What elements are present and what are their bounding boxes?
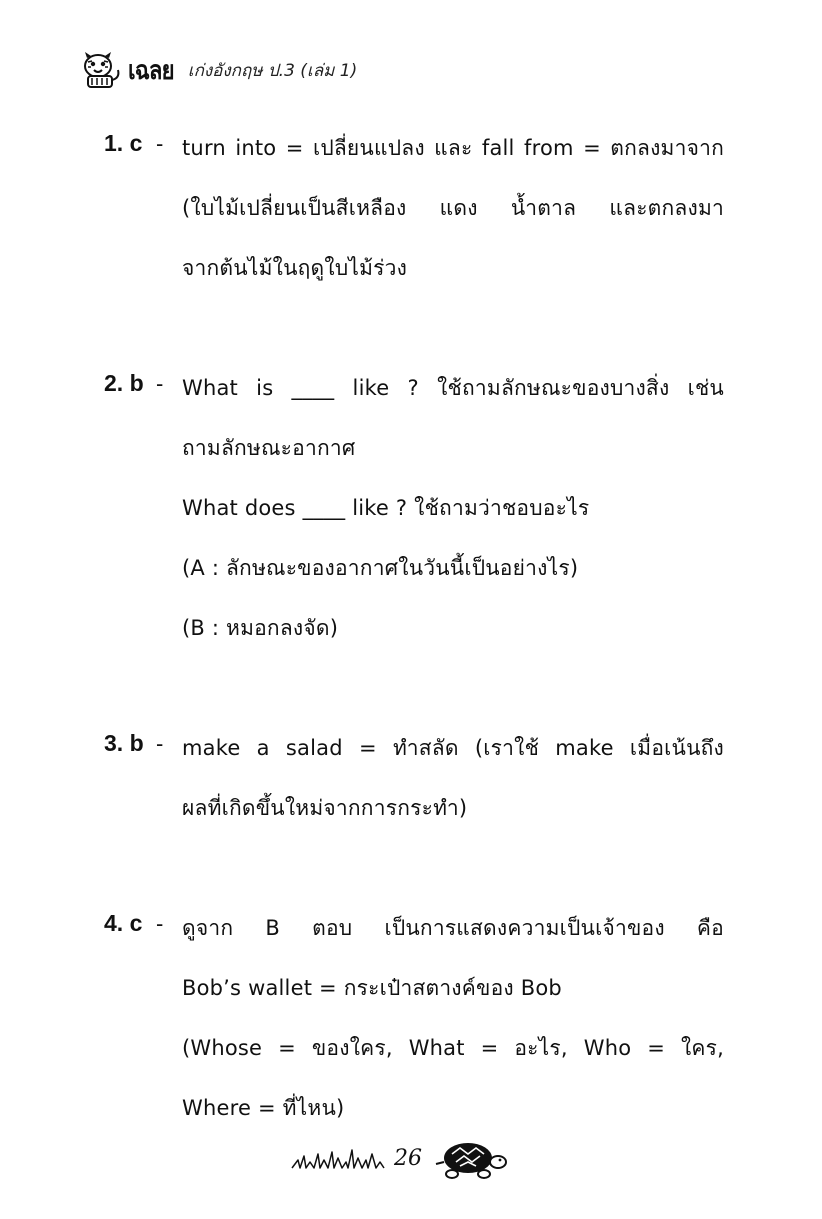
explanation-line: (B : หมอกลงจัด) xyxy=(182,616,339,640)
page-number: 26 xyxy=(394,1145,422,1171)
answer-item-4 xyxy=(104,898,724,1138)
answer-dash: - xyxy=(156,131,164,156)
book-title: เก่งอังกฤษ ป.3 (เล่ม 1) xyxy=(187,60,358,81)
answer-number: 1. c xyxy=(104,130,143,156)
answer-item-3 xyxy=(104,718,724,838)
page-footer xyxy=(290,1136,508,1180)
page-header xyxy=(78,48,357,92)
answer-number: 2. b xyxy=(104,370,144,396)
answer-dash: - xyxy=(156,911,164,936)
explanation-line: make a salad = ทำสลัด (เราใช้ make เมื่อเน้นถึง xyxy=(182,736,724,760)
logo xyxy=(78,50,182,91)
answer-head xyxy=(104,730,180,757)
logo-text: เฉลย xyxy=(128,55,174,86)
explanation-line: ดูจาก B ตอบ เป็นการแสดงความเป็นเจ้าของ คือ xyxy=(182,916,724,940)
explanation-line: What does ____ like ? ใช้ถามว่าชอบอะไร xyxy=(182,496,590,520)
explanation-line: What is ____ like ? ใช้ถามลักษณะของบางสิ่ง เช่น xyxy=(182,376,724,400)
answer-item-1 xyxy=(104,118,724,298)
answer-item-2 xyxy=(104,358,724,658)
explanation-line: ถามลักษณะอากาศ xyxy=(182,436,356,460)
answer-list xyxy=(104,118,724,1198)
explanation-line: (ใบไม้เปลี่ยนเป็นสีเหลือง แดง น้ำตาล และตกลงมา xyxy=(182,196,724,220)
tiger-mascot-icon xyxy=(78,50,124,90)
answer-number: 3. b xyxy=(104,730,144,756)
explanation-line: turn into = เปลี่ยนแปลง และ fall from = ตกลงมาจาก xyxy=(182,136,724,160)
explanation-line: Bob’s wallet = กระเป๋าสตางค์ของ Bob xyxy=(182,976,562,1000)
answer-head xyxy=(104,130,180,157)
explanation-line: (A : ลักษณะของอากาศในวันนี้เป็นอย่างไร) xyxy=(182,556,579,580)
answer-head xyxy=(104,370,180,397)
answer-number: 4. c xyxy=(104,910,143,936)
turtle-icon xyxy=(432,1136,508,1180)
explanation-line: ผลที่เกิดขึ้นใหม่จากการกระทำ) xyxy=(182,796,468,820)
grass-icon xyxy=(290,1146,386,1170)
explanation-line: จากต้นไม้ในฤดูใบไม้ร่วง xyxy=(182,256,408,280)
answer-dash: - xyxy=(156,371,164,396)
explanation-line: Where = ที่ไหน) xyxy=(182,1096,345,1120)
answer-dash: - xyxy=(156,731,164,756)
explanation-line: (Whose = ของใคร, What = อะไร, Who = ใคร, xyxy=(182,1036,724,1060)
answer-head xyxy=(104,910,180,937)
